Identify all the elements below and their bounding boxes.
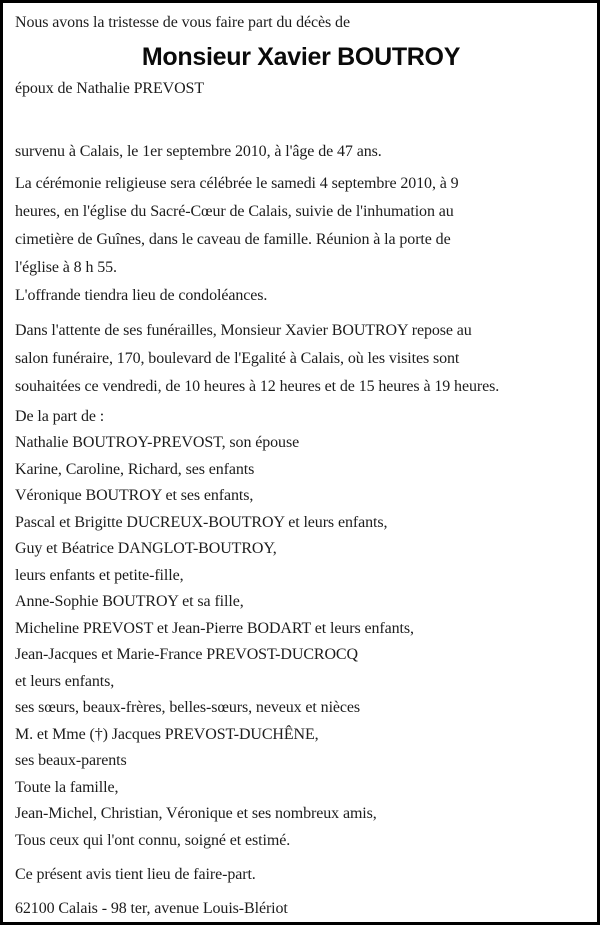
family-member-line: Guy et Béatrice DANGLOT-BOUTROY,	[15, 540, 277, 557]
ceremony-line: heures, en l'église du Sacré-Cœur de Calais, suivie de l'inhumation au	[15, 203, 454, 220]
family-member-line: Pascal et Brigitte DUCREUX-BOUTROY et leurs enfants,	[15, 513, 388, 531]
repose-line: souhaitées ce vendredi, de 10 heures à 12 heures et de 15 heures à 19 heures.	[15, 378, 500, 395]
closing-line: Ce présent avis tient lieu de faire-part.	[15, 866, 256, 883]
family-member-line: Karine, Caroline, Richard, ses enfants	[15, 460, 255, 478]
family-member-line: Tous ceux qui l'ont connu, soigné et estimé.	[15, 831, 291, 849]
spouse-relation-line: époux de Nathalie PREVOST	[15, 80, 205, 97]
family-member-line: Nathalie BOUTROY-PREVOST, son épouse	[15, 434, 300, 451]
ceremony-line: L'offrande tiendra lieu de condoléances.	[15, 287, 268, 304]
family-member-line: Véronique BOUTROY et ses enfants,	[15, 487, 254, 504]
from-label: De la part de :	[15, 408, 105, 425]
family-list	[15, 430, 587, 854]
family-member-line: Toute la famille,	[15, 778, 119, 796]
repose-line: salon funéraire, 170, boulevard de l'Egalité à Calais, où les visites sont	[15, 350, 460, 367]
family-member-line: ses sœurs, beaux-frères, belles-sœurs, neveux et nièces	[15, 699, 361, 716]
deceased-name: Monsieur Xavier BOUTROY	[141, 43, 461, 71]
family-member-line: M. et Mme (†) Jacques PREVOST-DUCHÊNE,	[15, 725, 319, 743]
repose-paragraph	[15, 317, 587, 401]
funeral-home-address-line: 62100 Calais - 98 ter, avenue Louis-Blériot	[15, 900, 288, 917]
ceremony-line: cimetière de Guînes, dans le caveau de famille. Réunion à la porte de	[15, 231, 451, 248]
family-member-line: Jean-Michel, Christian, Véronique et ses nombreux amis,	[15, 805, 377, 822]
family-member-line: leurs enfants et petite-fille,	[15, 566, 184, 584]
family-member-line: ses beaux-parents	[15, 752, 127, 769]
death-date-line: survenu à Calais, le 1er septembre 2010, à l'âge de 47 ans.	[15, 143, 382, 160]
ceremony-line: La cérémonie religieuse sera célébrée le samedi 4 septembre 2010, à 9	[15, 175, 459, 192]
intro-line: Nous avons la tristesse de vous faire part du décès de	[15, 14, 350, 31]
family-member-line: Micheline PREVOST et Jean-Pierre BODART et leurs enfants,	[15, 619, 414, 637]
ceremony-paragraph	[15, 170, 587, 310]
family-member-line: Jean-Jacques et Marie-France PREVOST-DUCROCQ	[15, 646, 358, 663]
family-member-line: Anne-Sophie BOUTROY et sa fille,	[15, 593, 244, 610]
repose-line: Dans l'attente de ses funérailles, Monsieur Xavier BOUTROY repose au	[15, 322, 472, 339]
family-member-line: et leurs enfants,	[15, 672, 115, 690]
ceremony-line: l'église à 8 h 55.	[15, 259, 117, 276]
